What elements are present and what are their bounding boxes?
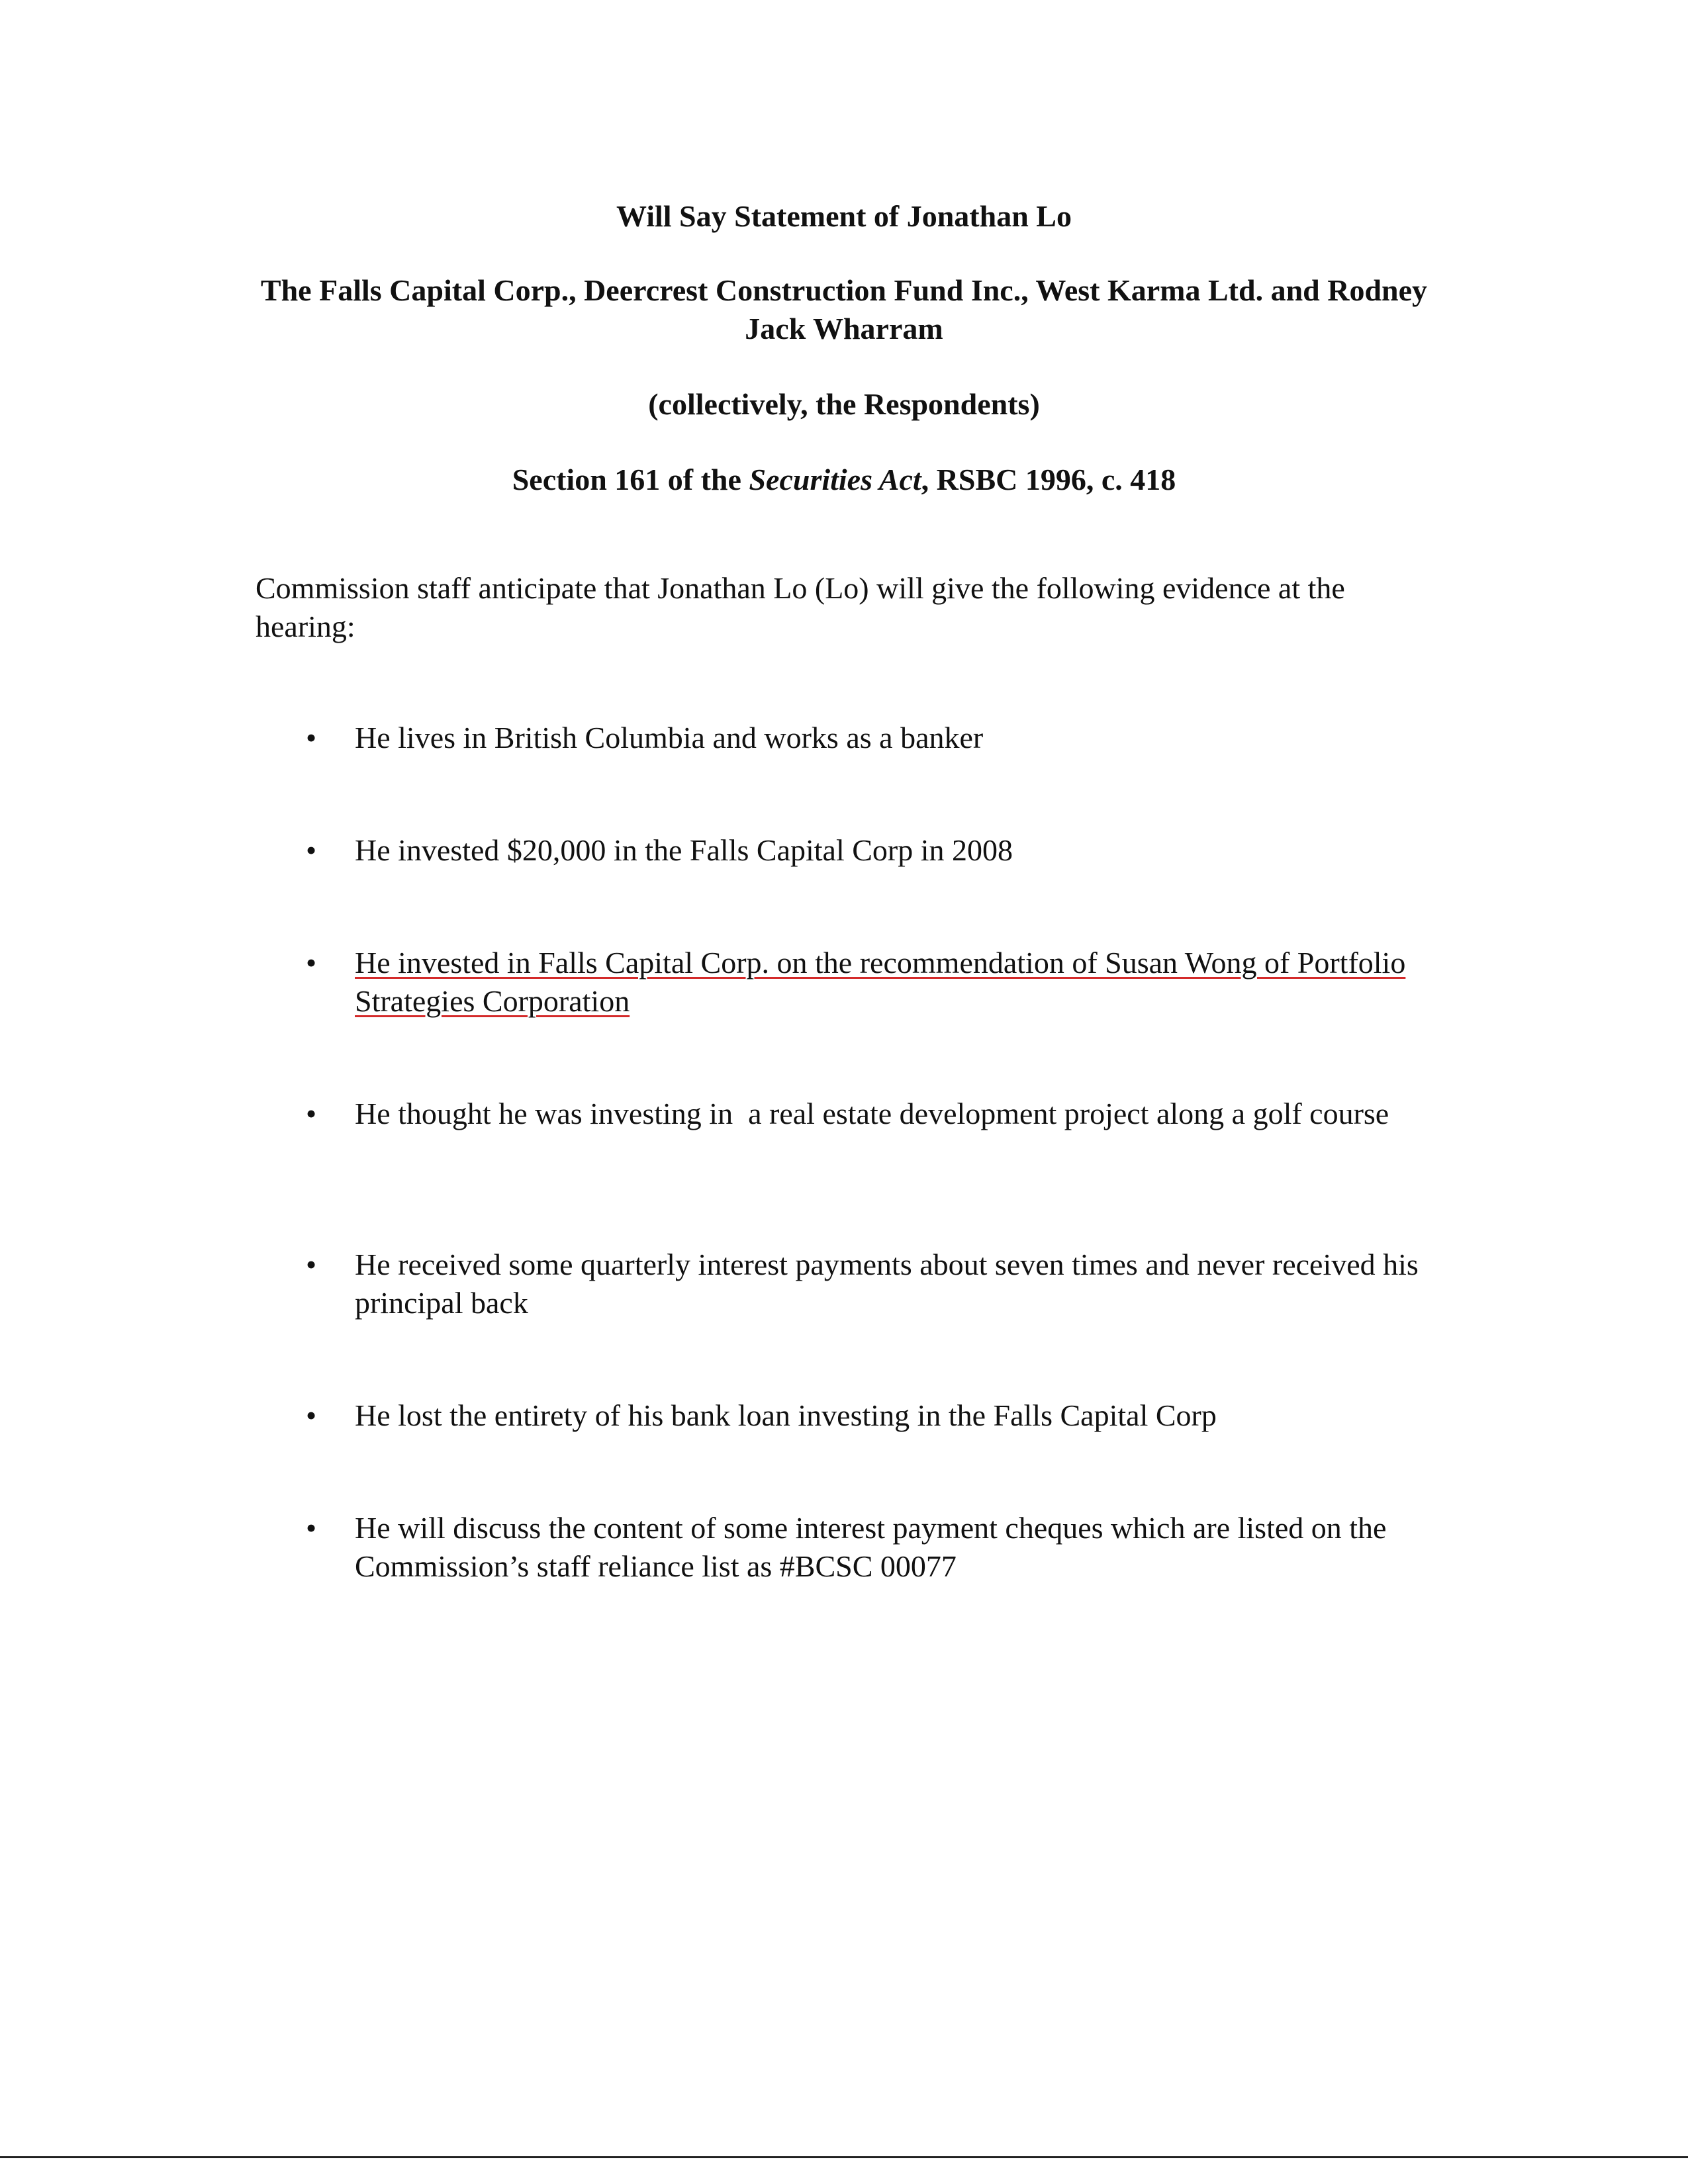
list-item-text: He will discuss the content of some interest payment cheques which are listed on the Commission’s staff reliance list as #BCSC 00077	[355, 1511, 1387, 1583]
list-item-text-underlined	[355, 944, 1440, 1021]
intro-paragraph: Commission staff anticipate that Jonathan Lo (Lo) will give the following evidence at the hearing:	[256, 571, 1345, 643]
bullet-icon: •	[306, 1097, 317, 1130]
list-item-text: He received some quarterly interest payments about seven times and never received his principal back	[355, 1248, 1419, 1320]
list-item-text: He lost the entirety of his bank loan investing in the Falls Capital Corp	[355, 1398, 1217, 1432]
bullet-icon: •	[306, 1398, 317, 1432]
list-item-text: He thought he was investing in a real estate development project along a golf course	[355, 1097, 1389, 1130]
list-item-text: He invested $20,000 in the Falls Capital Corp in 2008	[355, 833, 1013, 867]
footer-divider	[0, 2156, 1688, 2158]
bullet-icon: •	[306, 946, 317, 979]
document-title: Will Say Statement of Jonathan Lo	[616, 199, 1072, 233]
bullet-icon: •	[306, 1511, 317, 1545]
list-item-text: He lives in British Columbia and works as a banker	[355, 721, 984, 754]
bullet-icon: •	[306, 1248, 317, 1281]
respondents-names: The Falls Capital Corp., Deercrest Construction Fund Inc., West Karma Ltd. and Rodney Jack Wharram	[260, 273, 1428, 345]
bullet-icon: •	[306, 833, 317, 867]
collective-note: (collectively, the Respondents)	[648, 387, 1040, 421]
section-suffix: , RSBC 1996, c. 418	[921, 463, 1176, 496]
section-heading	[252, 461, 1436, 499]
bullet-icon: •	[306, 721, 317, 754]
act-name: Securities Act	[749, 463, 921, 496]
red-underline-text: He invested in Falls Capital Corp. on the recommendation of Susan Wong of Portfolio Strategies Corporation	[355, 946, 1406, 1018]
section-prefix: Section 161 of the	[512, 463, 749, 496]
